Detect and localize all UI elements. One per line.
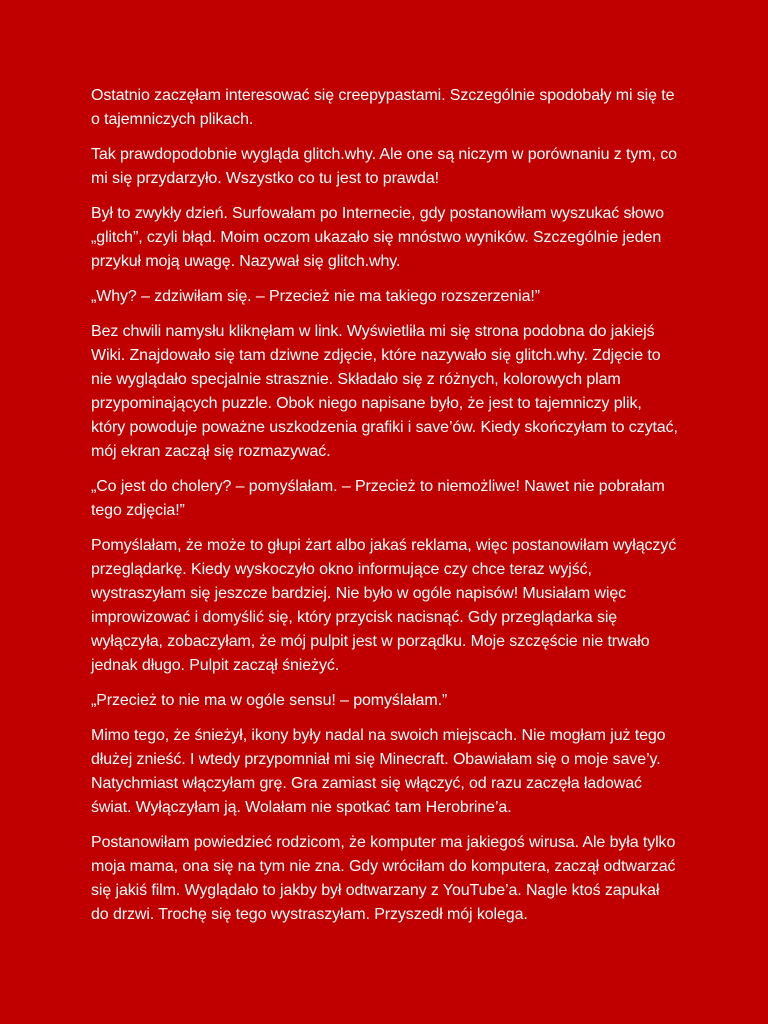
- paragraph: Bez chwili namysłu kliknęłam w link. Wyświetliła mi się strona podobna do jakiejś Wiki. Znajdowało się tam dziwne zdjęcie, które nazywało się glitch.why. Zdjęcie to nie wyglądało specjalnie strasznie. Składało się z różnych, kolorowych plam przypominających puzzle. Obok niego napisane było, że jest to tajemniczy plik, który powoduje poważne uszkodzenia grafiki i save’ów. Kiedy skończyłam to czytać, mój ekran zaczął się rozmazywać.: [91, 323, 678, 460]
- paragraph: „Przecież to nie ma w ogóle sensu! – pomyślałam.”: [91, 692, 448, 709]
- paragraph: Mimo tego, że śnieżył, ikony były nadal na swoich miejscach. Nie mogłam już tego dłużej znieść. I wtedy przypomniał mi się Minecraft. Obawiałam się o moje save’y. Natychmiast włączyłam grę. Gra zamiast się włączyć, od razu zaczęła ładować świat. Wyłączyłam ją. Wolałam nie spotkać tam Herobrine’a.: [91, 727, 666, 816]
- paragraph: Postanowiłam powiedzieć rodzicom, że komputer ma jakiegoś wirusa. Ale była tylko moja mama, ona się na tym nie zna. Gdy wróciłam do komputera, zaczął odtwarzać się jakiś film. Wyglądało to jakby był odtwarzany z YouTube’a. Nagle ktoś zapukał do drzwi. Trochę się tego wystraszyłam. Przyszedł mój kolega.: [91, 834, 676, 923]
- paragraph: Ostatnio zaczęłam interesować się creepypastami. Szczególnie spodobały mi się te o tajemniczych plikach.: [91, 87, 675, 128]
- paragraph: Pomyślałam, że może to głupi żart albo jakaś reklama, więc postanowiłam wyłączyć przeglądarkę. Kiedy wyskoczyło okno informujące czy chce teraz wyjść, wystraszyłam się jeszcze bardziej. Nie było w ogóle napisów! Musiałam więc improwizować i domyślić się, który przycisk nacisnąć. Gdy przeglądarka się wyłączyła, zobaczyłam, że mój pulpit jest w porządku. Moje szczęście nie trwało jednak długo. Pulpit zaczął śnieżyć.: [91, 537, 677, 674]
- paragraph: Był to zwykły dzień. Surfowałam po Internecie, gdy postanowiłam wyszukać słowo „glitch”, czyli błąd. Moim oczom ukazało się mnóstwo wyników. Szczególnie jeden przykuł moją uwagę. Nazywał się glitch.why.: [91, 205, 664, 270]
- paragraph: Tak prawdopodobnie wygląda glitch.why. Ale one są niczym w porównaniu z tym, co mi się przydarzyło. Wszystko co tu jest to prawda!: [91, 146, 677, 187]
- paragraph: „Why? – zdziwiłam się. – Przecież nie ma takiego rozszerzenia!”: [91, 288, 540, 305]
- paragraph: „Co jest do cholery? – pomyślałam. – Przecież to niemożliwe! Nawet nie pobrałam tego zdjęcia!”: [91, 478, 665, 519]
